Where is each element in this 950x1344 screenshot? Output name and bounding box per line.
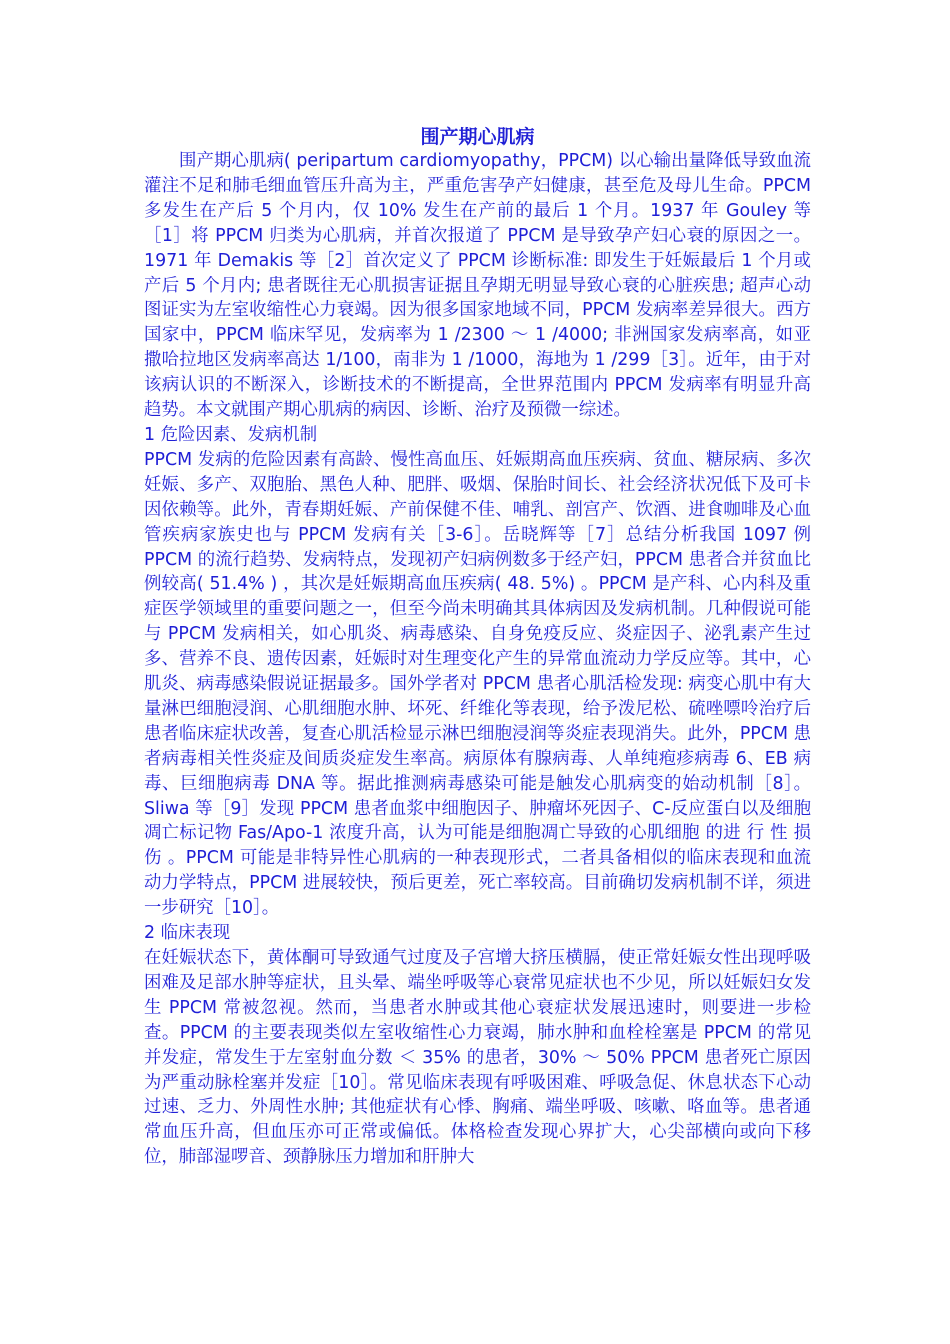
document-page [144, 124, 811, 1170]
risk-factors-paragraph: PPCM 发病的危险因素有高龄、慢性高血压、妊娠期高血压疾病、贫血、糖尿病、多次妊娠、多产、双胞胎、黑色人种、肥胖、吸烟、保胎时间长、社会经济状况低下及可卡因依赖等。此外，青春期妊娠、产前保健不佳、哺乳、剖宫产、饮酒、进食咖啡及心血管疾病家族史也与 PPCM 发病有关［3-6］。岳晓辉等［7］总结分析我国 1097 例 PPCM 的流行趋势、发病特点，发现初产妇病例数多于经产妇，PPCM 患者合并贫血比例较高( 51.4% ) ，其次是妊娠期高血压疾病( 48. 5%) 。PPCM 是产科、心内科及重症医学领域里的重要问题之一，但至今尚未明确其具体病因及发病机制。几种假说可能与 PPCM 发病相关，如心肌炎、病毒感染、自身免疫反应、炎症因子、泌乳素产生过多、营养不良、遗传因素，妊娠时对生理变化产生的异常血流动力学反应等。其中，心肌炎、病毒感染假说证据最多。国外学者对 PPCM 患者心肌活检发现: 病变心肌中有大量淋巴细胞浸润、心肌细胞水肿、坏死、纤维化等表现，给予泼尼松、硫唑嘌呤治疗后患者临床症状改善，复查心肌活检显示淋巴细胞浸润等炎症表现消失。此外，PPCM 患者病毒相关性炎症及间质炎症发生率高。病原体有腺病毒、人单纯疱疹病毒 6、EB 病毒、巨细胞病毒 DNA 等。据此推测病毒感染可能是触发心肌病变的始动机制［8］。Sliwa 等［9］发现 PPCM 患者血浆中细胞因子、肿瘤坏死因子、C-反应蛋白以及细胞凋亡标记物 Fas/Apo-1 浓度升高，认为可能是细胞凋亡导致的心肌细胞 的进 行 性 损 伤 。PPCM 可能是非特异性心肌病的一种表现形式，二者具备相似的临床表现和血流动力学特点，PPCM 进展较快，预后更差，死亡率较高。目前确切发病机制不详，须进一步研究［10］。 [144, 449, 811, 919]
section-heading-clinical: 2 临床表现 [144, 923, 231, 944]
section-heading-risk-factors: 1 危险因素、发病机制 [144, 424, 318, 445]
clinical-paragraph: 在妊娠状态下，黄体酮可导致通气过度及子宫增大挤压横膈，使正常妊娠女性出现呼吸困难及足部水肿等症状，且头晕、端坐呼吸等心衰常见症状也不少见，所以妊娠妇女发生 PPCM 常被忽视。然而，当患者水肿或其他心衰症状发展迅速时，则要进一步检查。PPCM 的主要表现类似左室收缩性心力衰竭，肺水肿和血栓栓塞是 PPCM 的常见并发症，常发生于左室射血分数 ＜ 35% 的患者，30% ～ 50% PPCM 患者死亡原因为严重动脉栓塞并发症［10］。常见临床表现有呼吸困难、呼吸急促、休息状态下心动过速、乏力、外周性水肿; 其他症状有心悸、胸痛、端坐呼吸、咳嗽、咯血等。患者通常血压升高，但血压亦可正常或偏低。体格检查发现心界扩大，心尖部横向或向下移位，肺部湿啰音、颈静脉压力增加和肝肿大 [144, 948, 811, 1168]
intro-paragraph: 围产期心肌病( peripartum cardiomyopathy，PPCM) 以心输出量降低导致血流灌注不足和肺毛细血管压升高为主，严重危害孕产妇健康，甚至危及母儿生命。PPCM 多发生在产后 5 个月内，仅 10% 发生在产前的最后 1 个月。1937 年 Gouley 等［1］将 PPCM 归类为心肌病，并首次报道了 PPCM 是导致孕产妇心衰的原因之一。1971 年 Demakis 等［2］首次定义了 PPCM 诊断标准: 即发生于妊娠最后 1 个月或产后 5 个月内; 患者既往无心肌损害证据且孕期无明显导致心衰的心脏疾患; 超声心动图证实为左室收缩性心力衰竭。因为很多国家地域不同，PPCM 发病率差异很大。西方国家中，PPCM 临床罕见，发病率为 1 /2300 ～ 1 /4000; 非洲国家发病率高，如亚撒哈拉地区发病率高达 1/100，南非为 1 /1000，海地为 1 /299［3］。近年，由于对该病认识的不断深入，诊断技术的不断提高，全世界范围内 PPCM 发病率有明显升高趋势。本文就围产期心肌病的病因、诊断、治疗及预微一综述。 [144, 151, 811, 421]
document-title: 围产期心肌病 [420, 126, 535, 148]
